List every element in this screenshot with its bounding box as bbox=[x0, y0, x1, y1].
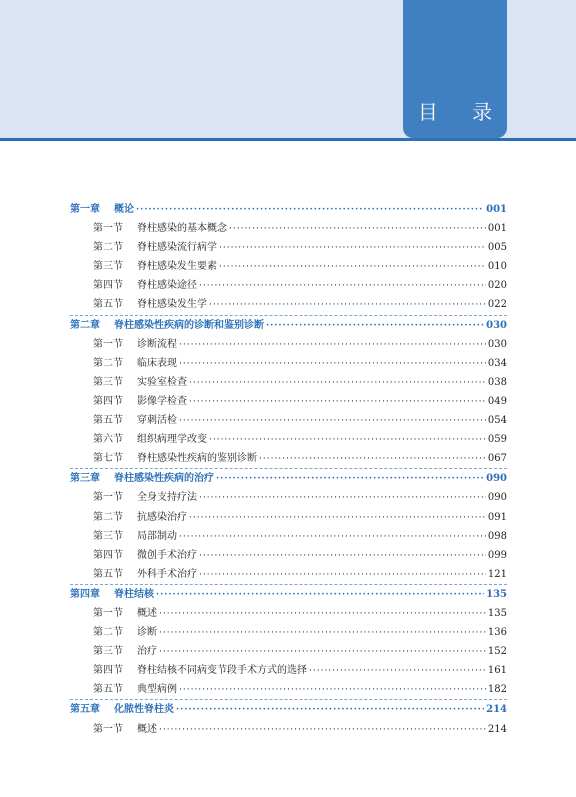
toc-section-entry[interactable] bbox=[70, 720, 507, 739]
section-page-number: 121 bbox=[487, 568, 507, 580]
chapter-title: 概论 bbox=[114, 204, 134, 215]
dot-leader bbox=[179, 355, 486, 374]
section-page-number: 054 bbox=[487, 415, 507, 427]
section-title: 脊柱感染途径 bbox=[137, 280, 197, 292]
section-title: 脊柱感染性疾病的鉴别诊断 bbox=[137, 453, 257, 465]
dot-leader bbox=[199, 489, 486, 508]
section-title: 脊柱结核不同病变节段手术方式的选择 bbox=[137, 665, 307, 677]
toc-section-entry[interactable] bbox=[70, 488, 507, 507]
page-title: 目 录 bbox=[417, 100, 507, 124]
toc-section-entry[interactable] bbox=[70, 257, 507, 276]
section-number: 第四节 bbox=[93, 280, 123, 292]
chapter-title: 脊柱结核 bbox=[114, 588, 154, 600]
section-number: 第三节 bbox=[93, 261, 123, 273]
section-title: 概述 bbox=[137, 607, 157, 619]
section-number: 第三节 bbox=[93, 530, 123, 542]
toc-chapter-entry[interactable] bbox=[70, 700, 507, 719]
section-page-number: 038 bbox=[487, 376, 507, 388]
section-title: 外科手术治疗 bbox=[137, 568, 197, 580]
section-title: 穿刺活检 bbox=[137, 415, 177, 427]
toc-section-entry[interactable] bbox=[70, 219, 507, 238]
dot-leader bbox=[176, 701, 484, 720]
section-number: 第四节 bbox=[93, 665, 123, 677]
dot-leader bbox=[189, 509, 486, 528]
section-title: 脊柱感染发生学 bbox=[137, 299, 207, 311]
section-page-number: 010 bbox=[487, 261, 507, 273]
dot-leader bbox=[209, 431, 486, 450]
toc-chapter-entry[interactable] bbox=[70, 316, 507, 335]
dot-leader bbox=[266, 317, 484, 336]
chapter-number: 第一章 bbox=[70, 204, 100, 215]
section-title: 诊断 bbox=[137, 627, 157, 639]
toc-section-entry[interactable] bbox=[70, 238, 507, 257]
section-page-number: 030 bbox=[487, 338, 507, 350]
dot-leader bbox=[309, 662, 486, 681]
section-title: 组织病理学改变 bbox=[137, 434, 207, 446]
chapter-number: 第二章 bbox=[70, 319, 100, 331]
dot-leader bbox=[179, 336, 486, 355]
section-number: 第三节 bbox=[93, 646, 123, 658]
chapter-page-number: 001 bbox=[486, 204, 507, 215]
toc-chapter-entry[interactable] bbox=[70, 585, 507, 604]
dot-leader bbox=[136, 201, 484, 220]
section-page-number: 049 bbox=[487, 395, 507, 407]
dot-leader bbox=[199, 566, 486, 585]
section-number: 第二节 bbox=[93, 511, 123, 523]
section-number: 第七节 bbox=[93, 453, 123, 465]
section-number: 第一节 bbox=[93, 492, 123, 504]
dot-leader bbox=[199, 547, 486, 566]
section-page-number: 001 bbox=[487, 223, 507, 235]
toc-chapter-entry[interactable] bbox=[70, 469, 507, 488]
toc-section-entry[interactable] bbox=[70, 527, 507, 546]
section-page-number: 135 bbox=[487, 607, 507, 619]
dot-leader bbox=[229, 220, 486, 239]
toc-section-entry[interactable] bbox=[70, 642, 507, 661]
section-page-number: 090 bbox=[487, 492, 507, 504]
section-number: 第二节 bbox=[93, 357, 123, 369]
chapter-title: 脊柱感染性疾病的治疗 bbox=[114, 473, 214, 485]
section-number: 第四节 bbox=[93, 549, 123, 561]
section-title: 典型病例 bbox=[137, 684, 177, 696]
toc-section-entry[interactable] bbox=[70, 295, 507, 314]
header-rule bbox=[0, 138, 576, 141]
section-title: 临床表现 bbox=[137, 357, 177, 369]
section-title: 抗感染治疗 bbox=[137, 511, 187, 523]
title-tab bbox=[403, 0, 507, 138]
section-number: 第五节 bbox=[93, 415, 123, 427]
chapter-page-number: 030 bbox=[486, 319, 507, 331]
dot-leader bbox=[219, 239, 486, 258]
section-title: 诊断流程 bbox=[137, 338, 177, 350]
dot-leader bbox=[179, 528, 486, 547]
toc-section-entry[interactable] bbox=[70, 392, 507, 411]
section-title: 脊柱感染流行病学 bbox=[137, 242, 217, 254]
section-title: 脊柱感染的基本概念 bbox=[137, 223, 227, 235]
section-page-number: 098 bbox=[487, 530, 507, 542]
toc-section-entry[interactable] bbox=[70, 373, 507, 392]
dot-leader bbox=[216, 470, 484, 489]
section-page-number: 136 bbox=[487, 627, 507, 639]
section-number: 第二节 bbox=[93, 242, 123, 254]
chapter-number: 第五章 bbox=[70, 704, 100, 716]
toc-section-entry[interactable] bbox=[70, 623, 507, 642]
dot-leader bbox=[156, 586, 484, 605]
section-page-number: 152 bbox=[487, 646, 507, 658]
section-number: 第五节 bbox=[93, 568, 123, 580]
chapter-page-number: 135 bbox=[486, 588, 507, 600]
toc-section-entry[interactable] bbox=[70, 335, 507, 354]
section-title: 脊柱感染发生要素 bbox=[137, 261, 217, 273]
section-title: 实验室检查 bbox=[137, 376, 187, 388]
table-of-contents bbox=[70, 200, 507, 739]
section-page-number: 099 bbox=[487, 549, 507, 561]
section-number: 第五节 bbox=[93, 684, 123, 696]
section-number: 第一节 bbox=[93, 338, 123, 350]
dot-leader bbox=[179, 412, 486, 431]
section-page-number: 059 bbox=[487, 434, 507, 446]
toc-section-entry[interactable] bbox=[70, 680, 507, 699]
section-number: 第一节 bbox=[93, 607, 123, 619]
section-number: 第一节 bbox=[93, 723, 123, 735]
toc-section-entry[interactable] bbox=[70, 508, 507, 527]
toc-section-entry[interactable] bbox=[70, 354, 507, 373]
section-number: 第五节 bbox=[93, 299, 123, 311]
toc-section-entry[interactable] bbox=[70, 430, 507, 449]
dot-leader bbox=[209, 296, 486, 315]
section-page-number: 214 bbox=[487, 723, 507, 735]
toc-section-entry[interactable] bbox=[70, 565, 507, 584]
section-page-number: 005 bbox=[487, 242, 507, 254]
dot-leader bbox=[189, 393, 486, 412]
section-number: 第六节 bbox=[93, 434, 123, 446]
dot-leader bbox=[189, 374, 486, 393]
section-number: 第四节 bbox=[93, 395, 123, 407]
dot-leader bbox=[199, 277, 486, 296]
dot-leader bbox=[159, 721, 486, 740]
toc-chapter-entry[interactable] bbox=[70, 200, 507, 219]
dot-leader bbox=[179, 681, 486, 700]
section-number: 第三节 bbox=[93, 376, 123, 388]
toc-section-entry[interactable] bbox=[70, 276, 507, 295]
chapter-number: 第四章 bbox=[70, 588, 100, 600]
chapter-number: 第三章 bbox=[70, 473, 100, 485]
dot-leader bbox=[159, 605, 486, 624]
section-title: 影像学检查 bbox=[137, 395, 187, 407]
section-page-number: 091 bbox=[487, 511, 507, 523]
chapter-page-number: 214 bbox=[486, 704, 507, 716]
dot-leader bbox=[159, 643, 486, 662]
section-page-number: 161 bbox=[487, 665, 507, 677]
section-page-number: 022 bbox=[487, 299, 507, 311]
section-title: 局部制动 bbox=[137, 530, 177, 542]
section-number: 第一节 bbox=[93, 223, 123, 235]
dot-leader bbox=[159, 624, 486, 643]
section-page-number: 067 bbox=[487, 453, 507, 465]
toc-section-entry[interactable] bbox=[70, 604, 507, 623]
chapter-page-number: 090 bbox=[486, 473, 507, 485]
dot-leader bbox=[219, 258, 486, 277]
section-title: 微创手术治疗 bbox=[137, 549, 197, 561]
chapter-title: 化脓性脊柱炎 bbox=[114, 704, 174, 716]
section-title: 治疗 bbox=[137, 646, 157, 658]
section-title: 概述 bbox=[137, 723, 157, 735]
section-number: 第二节 bbox=[93, 627, 123, 639]
toc-section-entry[interactable] bbox=[70, 411, 507, 430]
section-page-number: 182 bbox=[487, 684, 507, 696]
section-title: 全身支持疗法 bbox=[137, 492, 197, 504]
toc-section-entry[interactable] bbox=[70, 661, 507, 680]
toc-section-entry[interactable] bbox=[70, 546, 507, 565]
toc-section-entry[interactable] bbox=[70, 449, 507, 468]
section-page-number: 034 bbox=[487, 357, 507, 369]
dot-leader bbox=[259, 450, 486, 469]
chapter-title: 脊柱感染性疾病的诊断和鉴别诊断 bbox=[114, 319, 264, 331]
section-page-number: 020 bbox=[487, 280, 507, 292]
